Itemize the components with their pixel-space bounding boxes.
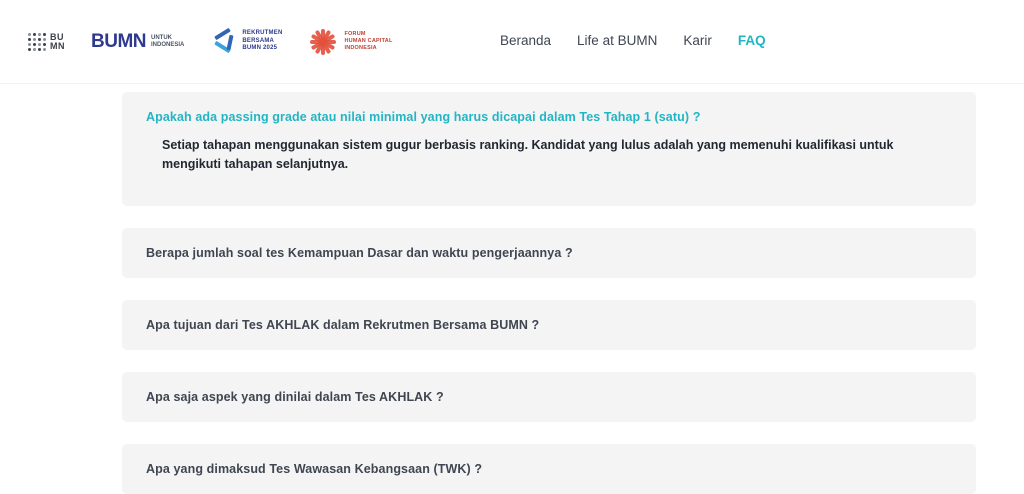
faq-item[interactable] bbox=[122, 372, 976, 422]
bumn-untuk-line2: INDONESIA bbox=[151, 41, 185, 48]
bumn-untuk-line1: UNTUK bbox=[151, 34, 172, 41]
faq-question[interactable]: Apa tujuan dari Tes AKHLAK dalam Rekrutmen Bersama BUMN ? bbox=[146, 317, 540, 332]
rekrutmen-arrow-icon bbox=[210, 29, 236, 55]
rekrutmen-bersama-bumn-logo[interactable] bbox=[210, 29, 282, 55]
faq-question[interactable]: Apa saja aspek yang dinilai dalam Tes AKHLAK ? bbox=[146, 389, 444, 404]
bumn-untuk-indonesia-logo[interactable] bbox=[91, 31, 184, 53]
rb-line2: BERSAMA bbox=[242, 37, 275, 44]
faq-spacer bbox=[0, 350, 1024, 372]
fhci-line1: FORUM bbox=[344, 31, 366, 37]
faq-item[interactable] bbox=[122, 300, 976, 350]
rb-line1: REKRUTMEN bbox=[242, 30, 283, 37]
bumn-wordmark: BUMN bbox=[91, 30, 146, 52]
faq-spacer bbox=[0, 278, 1024, 300]
logo-group bbox=[24, 27, 393, 57]
main-navigation bbox=[500, 33, 766, 48]
nav-item-karir[interactable]: Karir bbox=[683, 33, 712, 48]
bumn-logo-line1: BU bbox=[50, 31, 64, 42]
site-header bbox=[0, 0, 1024, 84]
fhci-logo[interactable] bbox=[308, 27, 392, 57]
nav-item-faq[interactable]: FAQ bbox=[737, 33, 766, 48]
faq-answer: Setiap tahapan menggunakan sistem gugur berbasis ranking. Kandidat yang lulus adalah yang memenuhi kualifikasi untuk mengikuti tahapan selanjutnya. bbox=[162, 138, 894, 171]
faq-accordion bbox=[0, 92, 1024, 494]
dot-grid-icon bbox=[28, 33, 46, 51]
nav-item-life-at-bumn[interactable]: Life at BUMN bbox=[577, 33, 658, 48]
bumn-logo-line2: MN bbox=[50, 40, 65, 51]
nav-item-beranda[interactable]: Beranda bbox=[500, 33, 552, 48]
faq-item[interactable] bbox=[122, 444, 976, 494]
fhci-line2: HUMAN CAPITAL bbox=[344, 38, 393, 44]
faq-question[interactable]: Apa yang dimaksud Tes Wawasan Kebangsaan (TWK) ? bbox=[146, 461, 483, 476]
bumn-dotted-logo[interactable] bbox=[28, 33, 65, 51]
faq-spacer bbox=[0, 422, 1024, 444]
faq-item[interactable] bbox=[122, 92, 976, 206]
rb-line3: BUMN 2025 bbox=[242, 45, 278, 52]
faq-question[interactable]: Berapa jumlah soal tes Kemampuan Dasar dan waktu pengerjaannya ? bbox=[146, 245, 573, 260]
faq-question[interactable]: Apakah ada passing grade atau nilai minimal yang harus dicapai dalam Tes Tahap 1 (satu) ? bbox=[146, 110, 701, 124]
faq-item[interactable] bbox=[122, 228, 976, 278]
fhci-line3: INDONESIA bbox=[344, 45, 377, 51]
faq-spacer bbox=[0, 206, 1024, 228]
fhci-burst-icon bbox=[308, 27, 338, 57]
